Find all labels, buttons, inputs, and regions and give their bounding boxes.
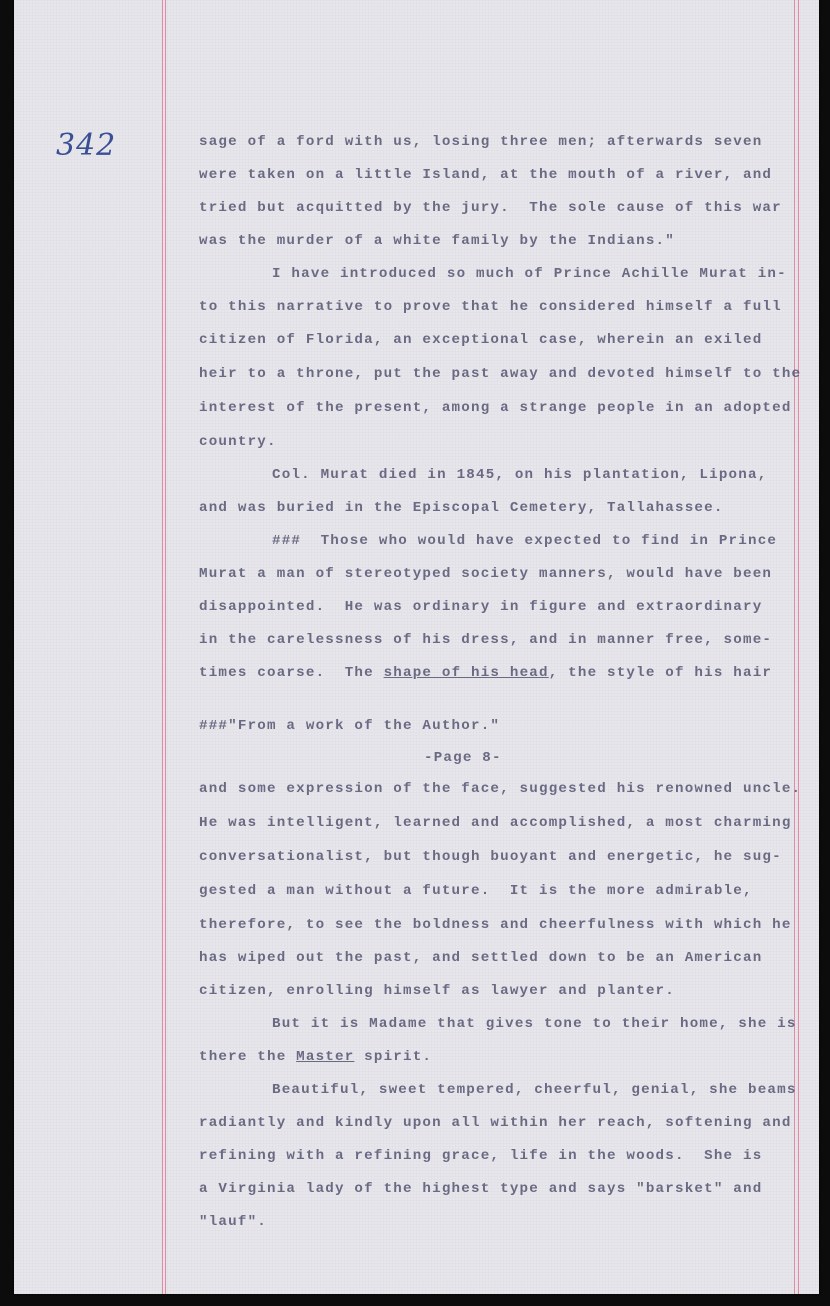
typed-manuscript-page xyxy=(14,0,819,1294)
text-line: a Virginia lady of the highest type and says "barsket" and xyxy=(199,1181,763,1197)
text-segment: times coarse. The xyxy=(199,665,384,681)
left-margin-rule xyxy=(162,0,163,1294)
text-line: radiantly and kindly upon all within her reach, softening and xyxy=(199,1115,792,1131)
underlined-word: Master xyxy=(296,1049,355,1065)
text-line: Murat a man of stereotyped society manners, would have been xyxy=(199,566,773,582)
text-line: conversationalist, but though buoyant and energetic, he sug- xyxy=(199,849,782,865)
text-line: citizen of Florida, an exceptional case, wherein an exiled xyxy=(199,332,763,348)
left-margin-rule-inner xyxy=(165,0,166,1294)
text-line: disappointed. He was ordinary in figure and extraordinary xyxy=(199,599,763,615)
text-segment: , the style of his hair xyxy=(548,665,773,681)
text-line: interest of the present, among a strange people in an adopted xyxy=(199,400,792,416)
text-line: But it is Madame that gives tone to their home, she is xyxy=(272,1016,797,1032)
footnote: ###"From a work of the Author." xyxy=(199,718,501,734)
text-line: Col. Murat died in 1845, on his plantation, Lipona, xyxy=(272,467,768,483)
text-line: gested a man without a future. It is the more admirable, xyxy=(199,883,753,899)
text-line: Beautiful, sweet tempered, cheerful, genial, she beams xyxy=(272,1082,797,1098)
text-line: and some expression of the face, suggested his renowned uncle. xyxy=(199,781,802,797)
page-label: -Page 8- xyxy=(424,750,502,766)
text-segment: spirit. xyxy=(354,1049,433,1065)
text-line xyxy=(199,665,772,681)
text-line: citizen, enrolling himself as lawyer and planter. xyxy=(199,983,675,999)
text-line: was the murder of a white family by the Indians." xyxy=(199,233,675,249)
text-line: country. xyxy=(199,434,277,450)
text-line: in the carelessness of his dress, and in manner free, some- xyxy=(199,632,773,648)
text-line: I have introduced so much of Prince Achille Murat in- xyxy=(272,266,787,282)
text-line: heir to a throne, put the past away and devoted himself to the xyxy=(199,366,802,382)
text-line: He was intelligent, learned and accomplished, a most charming xyxy=(199,815,792,831)
text-line: "lauf". xyxy=(199,1214,267,1230)
text-line: refining with a refining grace, life in the woods. She is xyxy=(199,1148,763,1164)
text-line: sage of a ford with us, losing three men; afterwards seven xyxy=(199,134,763,150)
text-line: to this narrative to prove that he considered himself a full xyxy=(199,299,782,315)
text-line xyxy=(199,1049,432,1065)
text-line: has wiped out the past, and settled down to be an American xyxy=(199,950,763,966)
text-line: tried but acquitted by the jury. The sole cause of this war xyxy=(199,200,782,216)
handwritten-page-number: 342 xyxy=(56,128,117,163)
right-margin-rule-outer xyxy=(798,0,799,1294)
text-line: therefore, to see the boldness and cheerfulness with which he xyxy=(199,917,792,933)
text-line: ### Those who would have expected to find in Prince xyxy=(272,533,778,549)
text-line: were taken on a little Island, at the mouth of a river, and xyxy=(199,167,773,183)
text-segment: there the xyxy=(199,1049,297,1065)
text-line: and was buried in the Episcopal Cemetery, Tallahassee. xyxy=(199,500,724,516)
underlined-phrase: shape of his head xyxy=(383,665,549,681)
right-margin-rule xyxy=(794,0,795,1294)
